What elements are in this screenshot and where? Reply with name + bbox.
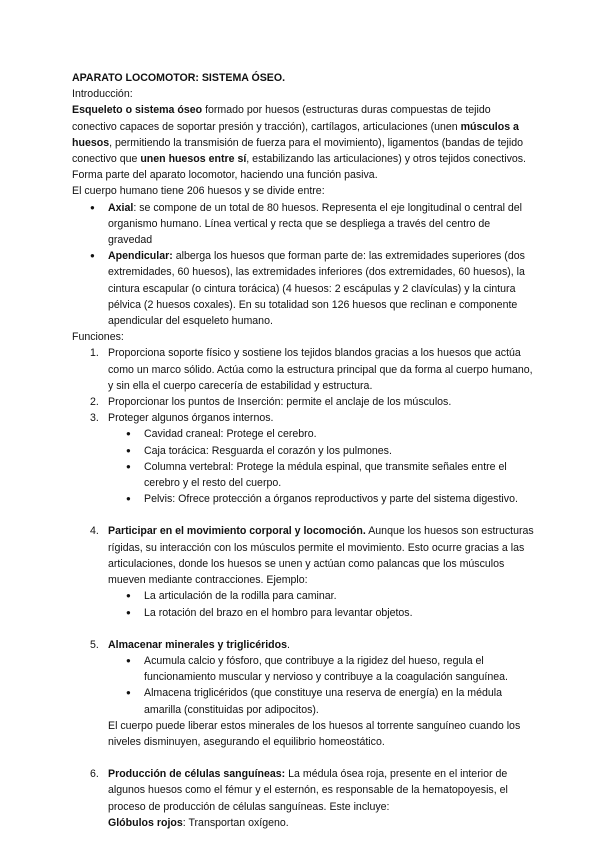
function-text: Proteger algunos órganos internos. xyxy=(108,412,274,425)
blood-cell-text: : Transportan oxígeno. xyxy=(182,816,289,829)
function-item-6 xyxy=(90,766,534,831)
intro-label: Introducción: xyxy=(72,88,133,101)
division-item-axial xyxy=(108,200,534,249)
functions-list-c xyxy=(72,637,534,750)
functions-label: Funciones: xyxy=(72,331,124,344)
list-item: ● Almacena triglicéridos (que constituye una reserva de energía) en la médula amarilla (constituidas por adipocitos). xyxy=(144,685,534,717)
division-intro: El cuerpo humano tiene 206 huesos y se divide entre: xyxy=(72,185,325,198)
function-number: 4. xyxy=(90,525,99,538)
functions-list-b xyxy=(72,523,534,620)
homeostasis-paragraph: El cuerpo puede liberar estos minerales de los huesos al torrente sanguíneo cuando los niveles disminuyen, asegurando el equilibrio homeostático. xyxy=(108,719,521,748)
function-item-4 xyxy=(90,523,534,620)
list-item: ● Acumula calcio y fósforo, que contribuye a la rigidez del hueso, regula el funcionamiento muscular y nervioso y contribuye a la coagulación sanguínea. xyxy=(144,653,534,685)
division-text: : se compone de un total de 80 huesos. Representa el eje longitudinal o central del organismo humano. Línea vertical y recta que se despliega a través del centro de gravedad xyxy=(108,201,523,247)
blood-cell-term: Glóbulos rojos xyxy=(108,816,183,829)
division-list xyxy=(72,200,534,330)
document-page xyxy=(72,70,534,831)
intro-paragraph xyxy=(72,102,534,183)
intro-term-esqueleto: Esqueleto o sistema óseo xyxy=(72,104,203,117)
document-title: APARATO LOCOMOTOR: SISTEMA ÓSEO. xyxy=(72,72,286,84)
function-heading: Participar en el movimiento corporal y locomoción. xyxy=(108,525,366,538)
function-item-3 xyxy=(90,410,534,507)
division-term: Apendicular: xyxy=(108,250,173,263)
function-text: La médula ósea roja, presente en el interior de algunos huesos como el fémur y el esternón, es responsable de la hematopoyesis, el proceso de producción de células sanguíneas. Este incluye: xyxy=(108,768,508,813)
function-number: 1. xyxy=(90,347,99,360)
list-item: ● Cavidad craneal: Protege el cerebro. xyxy=(144,426,534,442)
list-item: ● Pelvis: Ofrece protección a órganos reproductivos y parte del sistema digestivo. xyxy=(144,491,534,507)
function-number: 3. xyxy=(90,412,99,425)
division-text: alberga los huesos que forman parte de: las extremidades superiores (dos extremidades, 60 huesos), las extremidades inferiores (dos extremidades, 60 huesos), la cintura escapular (o cintura torácica) (4 huesos: 2 escápulas y 2 clavículas) y la cintura pélvica (2 huesos coxales). En su totalidad son 126 huesos que reclinan e componente apendicular del esqueleto humano. xyxy=(108,250,525,328)
intro-text-2: , permitiendo la transmisión de fuerza para el movimiento), ligamentos (bandas de tejido conectivo que xyxy=(72,136,524,166)
division-term: Axial xyxy=(108,201,134,214)
list-item: ● Columna vertebral: Protege la médula espinal, que transmite señales entre el cerebro y el resto del cuerpo. xyxy=(144,459,534,491)
function-number: 2. xyxy=(90,396,99,409)
division-item-apendicular xyxy=(108,248,534,329)
intro-text-1: formado por huesos (estructuras duras compuestas de tejido conectivo capaces de soportar presión y tracción), cartílagos, articulaciones (unen xyxy=(72,104,491,133)
protection-list xyxy=(108,426,534,507)
functions-list-a xyxy=(72,345,534,507)
functions-list-d xyxy=(72,766,534,831)
list-item: ● La rotación del brazo en el hombro para levantar objetos. xyxy=(144,605,534,621)
movement-examples-list xyxy=(108,588,534,620)
intro-text-3: , estabilizando las articulaciones) y otros tejidos conectivos. Forma parte del aparato locomotor, haciendo una función pasiva. xyxy=(72,153,526,182)
function-number: 6. xyxy=(90,768,99,781)
function-text: . xyxy=(287,638,290,651)
blood-cells-line xyxy=(108,815,534,831)
function-item-2 xyxy=(90,394,534,410)
function-text: Proporciona soporte físico y sostiene los tejidos blandos gracias a los huesos que actúa como un marco sólido. Actúa como la estructura principal que da forma al cuerpo humano, y sin ella el cuerpo carecería de estabilidad y estructura. xyxy=(108,347,533,392)
list-item: ● Caja torácica: Resguarda el corazón y los pulmones. xyxy=(144,443,534,459)
function-text: Aunque los huesos son estructuras rígidas, su interacción con los músculos permite el movimiento. Esto ocurre gracias a las articulaciones, donde los huesos se unen y actúan como palancas que los músculos mueven mediante contracciones. Ejemplo: xyxy=(108,525,534,587)
function-item-1 xyxy=(90,345,534,394)
intro-term-musculos: músculos a huesos xyxy=(72,120,519,149)
function-text: Proporcionar los puntos de Inserción: permite el anclaje de los músculos. xyxy=(108,396,452,409)
list-item: ● La articulación de la rodilla para caminar. xyxy=(144,588,534,604)
function-item-5 xyxy=(90,637,534,750)
function-heading: Almacenar minerales y triglicéridos xyxy=(108,638,287,651)
minerals-list xyxy=(108,653,534,718)
intro-term-huesos: unen huesos entre sí xyxy=(140,153,247,166)
function-heading: Producción de células sanguíneas: xyxy=(108,768,286,781)
function-number: 5. xyxy=(90,638,99,651)
